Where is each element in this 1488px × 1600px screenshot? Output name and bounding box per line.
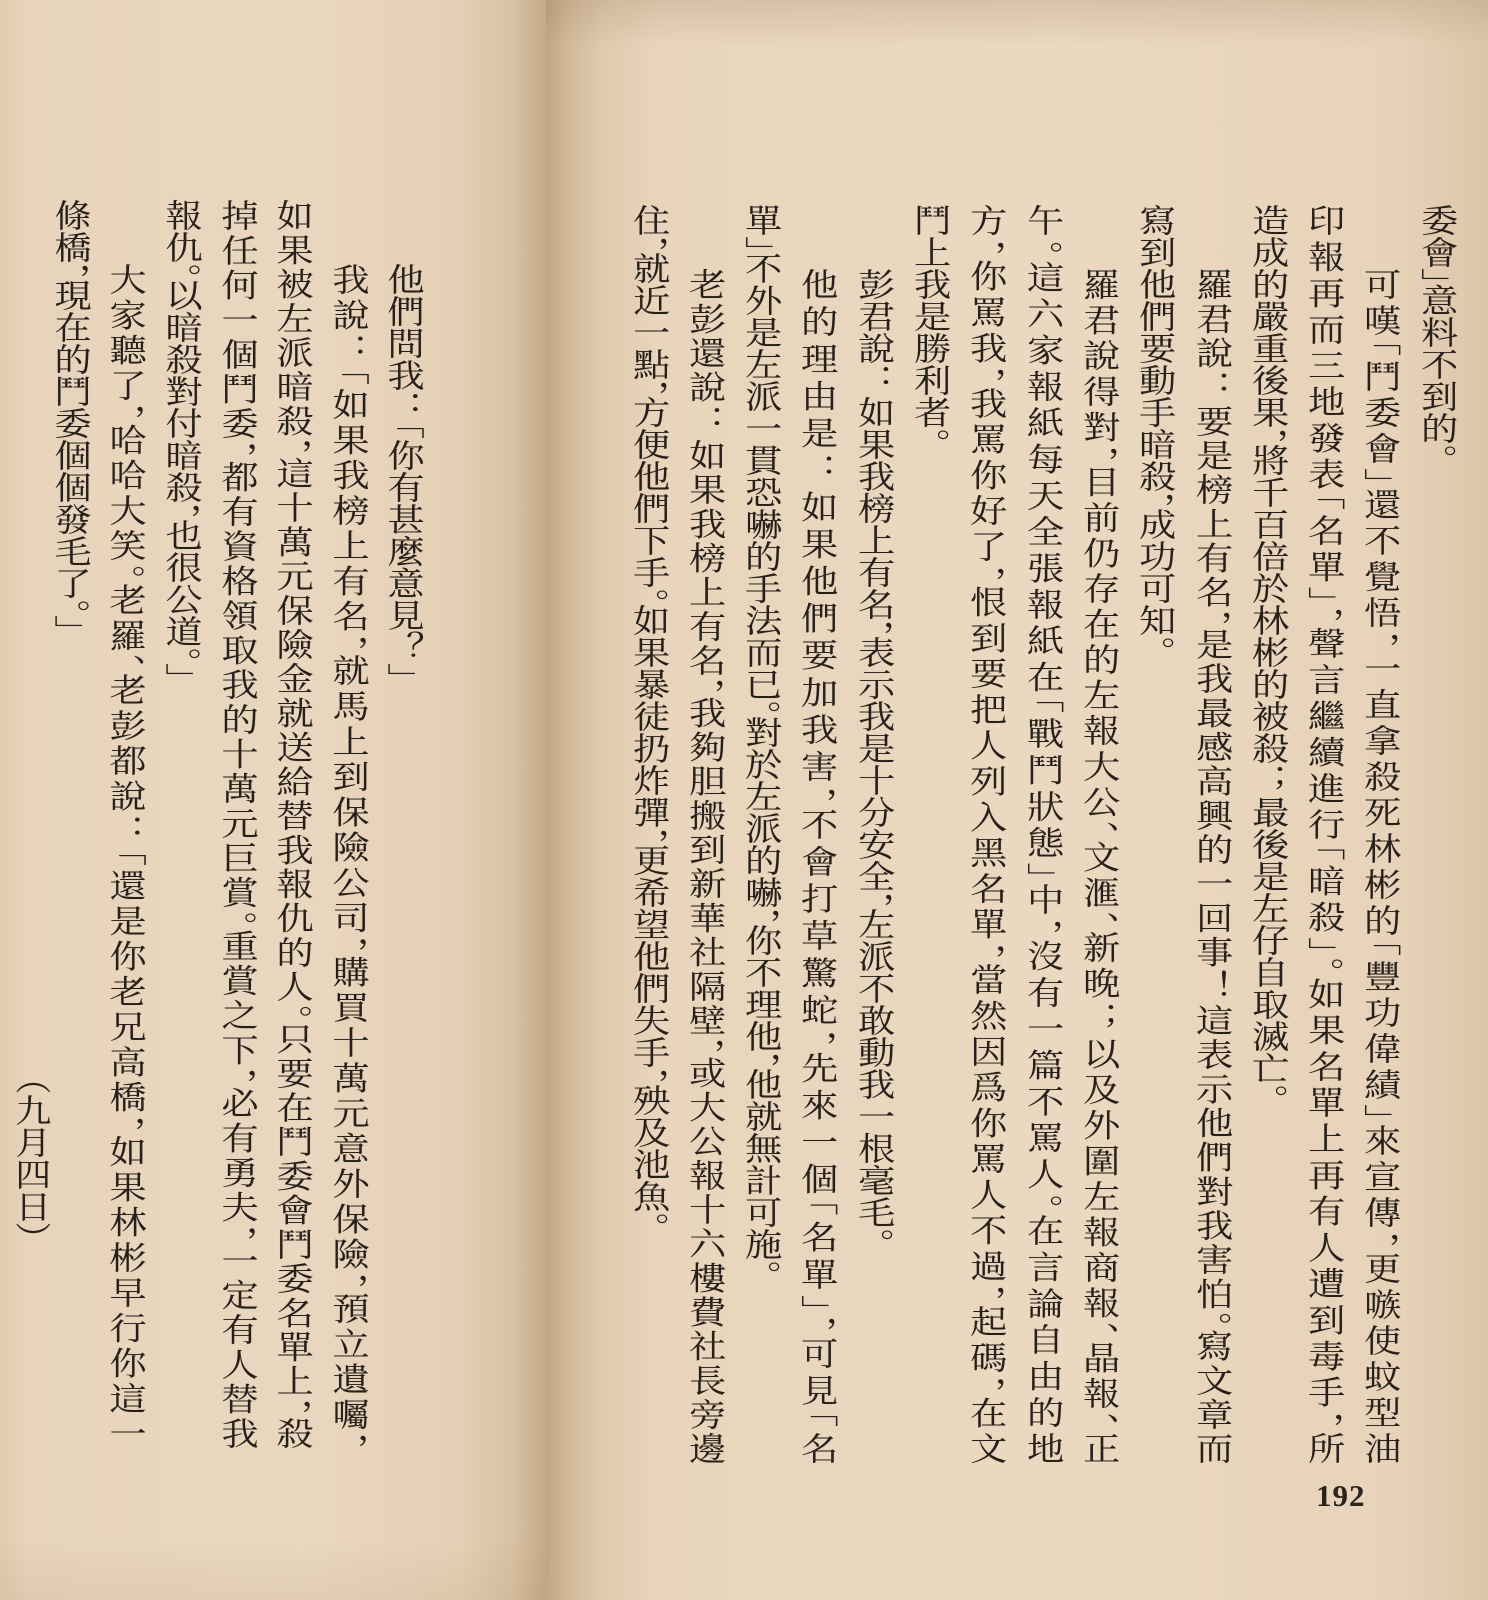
paragraph [621, 204, 734, 1464]
paragraph [153, 199, 375, 1449]
article-date: （九月四日） [9, 1062, 53, 1254]
text-line: 他的理由是：如果他們要加我害，不會打草驚蛇，先來一個「名單」，可見「名 [795, 268, 840, 1464]
text-line: 方，你罵我，我罵你好了，恨到要把人列入黑名單，當然因爲你罵人不過，起碼，在文 [964, 204, 1009, 1464]
text-line: 午。這六家報紙每天全張報紙在「戰鬥狀態」中，沒有一篇不罵人。在言論自由的地 [1020, 204, 1065, 1464]
paragraph [1240, 204, 1409, 1464]
text-line: 印報再而三地發表「名單」，聲言繼續進行「暗殺」。如果名單上再有人遭到毒手，所 [1302, 204, 1347, 1464]
text-line: 如果被左派暗殺，這十萬元保險金就送給替我報仇的人。只要在鬥委會鬥委名單上，殺 [270, 199, 315, 1449]
text-line: 寫到他們要動手暗殺，成功可知。 [1133, 204, 1178, 652]
text-line: 羅君說：要是榜上有名，是我最感高興的一回事！這表示他們對我害怕。寫文章而 [1189, 268, 1234, 1464]
text-line: 單」不外是左派一貫恐嚇的手法而已。對於左派的嚇，你不理他，他就無計可施。 [739, 204, 784, 1276]
text-line: 報仇。以暗殺對付暗殺，也很公道。」 [159, 199, 204, 679]
text-line: 老彭還說：如果我榜上有名，我夠胆搬到新華社隔壁，或大公報十六樓費社長旁邊 [683, 268, 728, 1464]
text-line: 他們問我：「你有甚麼意見？」 [382, 263, 427, 679]
right-page-text [620, 204, 1465, 1464]
paragraph [846, 204, 902, 1464]
text-line: 條橋，現在的鬥委個個發毛了。」 [48, 199, 93, 631]
text-line: 掉任何一個鬥委，都有資格領取我的十萬元巨賞。重賞之下，必有勇夫，一定有人替我 [215, 199, 260, 1449]
text-line: 我說：「如果我榜上有名，就馬上到保險公司，購買十萬元意外保險，預立遺囑， [326, 263, 371, 1449]
paragraph [902, 204, 1127, 1464]
paragraph [1127, 204, 1240, 1464]
text-line: 住，就近一點，方便他們下手。如果暴徒扔炸彈，更希望他們失手，殃及池魚。 [626, 204, 671, 1228]
text-line: 可嘆「鬥委會」還不覺悟，一直拿殺死林彬的「豐功偉績」來宣傳，更嗾使蚊型油 [1358, 268, 1403, 1464]
left-page-text [41, 199, 431, 1449]
paragraph [375, 199, 431, 1449]
page-number: 192 [1316, 1478, 1366, 1513]
text-line: 彭君說：如果我榜上有名，表示我是十分安全，左派不敢動我一根毫毛。 [852, 268, 897, 1244]
text-line: 造成的嚴重後果，將千百倍於林彬的被殺；最後是左仔自取滅亡。 [1246, 204, 1291, 1100]
left-page [0, 0, 546, 1600]
right-page [546, 0, 1488, 1600]
paragraph [42, 199, 153, 1449]
text-line: 鬥上我是勝利者。 [908, 204, 953, 444]
text-line: 羅君說得對，目前仍存在的左報大公、文滙、新晚；以及外圍左報商報、晶報、正 [1077, 268, 1122, 1464]
paragraph [1409, 204, 1465, 1464]
text-line: 委會」意料不到的。 [1414, 204, 1460, 460]
text-line: 大家聽了，哈哈大笑。老羅、老彭都說：「還是你老兄高橋，如果林彬早行你這一 [104, 263, 149, 1449]
paragraph [733, 204, 846, 1464]
